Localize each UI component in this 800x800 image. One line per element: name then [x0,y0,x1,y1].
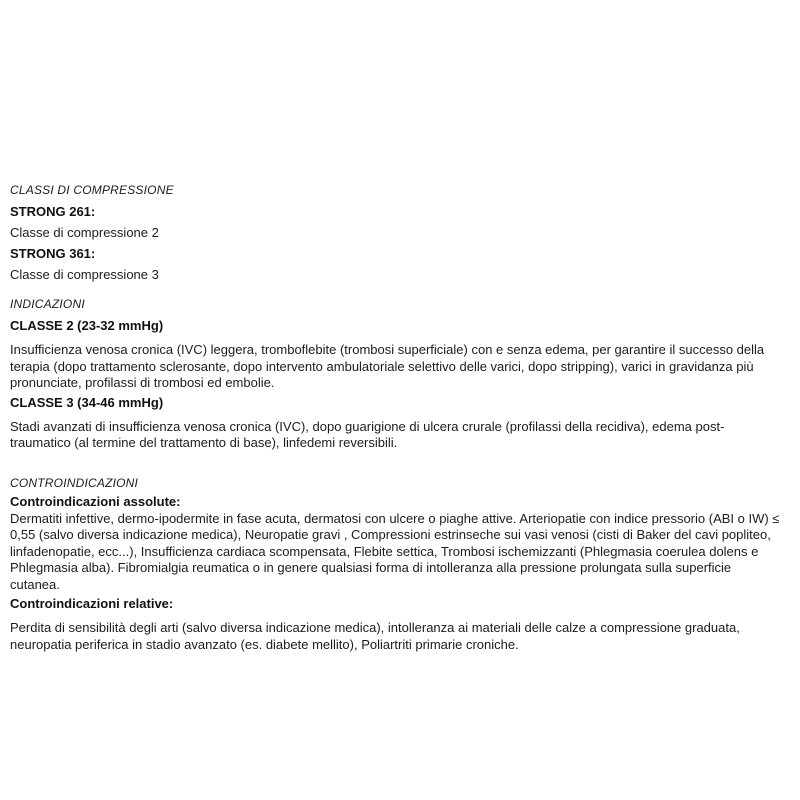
absolute-contraindications-text: Dermatiti infettive, dermo-ipodermite in fase acuta, dermatosi con ulcere o piaghe attive. Arteriopatie con indice pressorio (ABI o IW) ≤ 0,55 (salvo diversa indicazione medica), Neuropatie gravi , Compressioni estrinseche sui vasi venosi (cisti di Baker del cavi popliteo, linfadenopatie, ecc...), Insufficienza cardiaca scompensata, Flebite settica, Trombosi ischemizzanti (Phlegmasia coerulea dolens e Phlegmasia alba). Fibromialgia reumatica o in genere qualsiasi forma di intolleranza alla pressione prolungata sulla superficie cutanea. [10,510,780,592]
class3-label: CLASSE 3 (34-46 mmHg) [10,394,164,410]
class3-description: Stadi avanzati di insufficienza venosa cronica (IVC), dopo guarigione di ulcera crurale (profilassi della recidiva), edema post-traumatico (al termine del trattamento di base), linfedemi reversibili. [10,418,725,450]
indications-heading: INDICAZIONI [10,297,85,311]
strong-261-value: Classe di compressione 2 [10,225,159,240]
strong-261-label: STRONG 261: [10,204,96,219]
relative-contraindications-label: Controindicazioni relative: [10,596,174,611]
absolute-contraindications-label: Controindicazioni assolute: [10,493,181,509]
strong-361-value: Classe di compressione 3 [10,267,159,282]
section-contraindications [10,476,780,654]
relative-contraindications-text: Perdita di sensibilità degli arti (salvo diversa indicazione medica), intolleranza ai materiali delle calze a compressione graduata, neuropatia periferica in stadio avanzato (es. diabete mellito), Poliartriti primarie croniche. [10,620,740,652]
strong-361-label: STRONG 361: [10,246,96,261]
class2-description: Insufficienza venosa cronica (IVC) leggera, tromboflebite (trombosi superficiale) con e senza edema, per garantire il successo della terapia (dopo trattamento sclerosante, dopo intervento ambulatoriale selettivo delle varici, dopo stripping), varici in gravidanza più pronunciate, profilassi di trombosi ed embolie. [10,342,765,390]
section-indications [10,297,780,452]
contraindications-heading: CONTROINDICAZIONI [10,475,139,490]
section-compression-classes [10,183,780,283]
compression-classes-heading: CLASSI DI COMPRESSIONE [10,183,174,197]
class2-label: CLASSE 2 (23-32 mmHg) [10,318,164,333]
